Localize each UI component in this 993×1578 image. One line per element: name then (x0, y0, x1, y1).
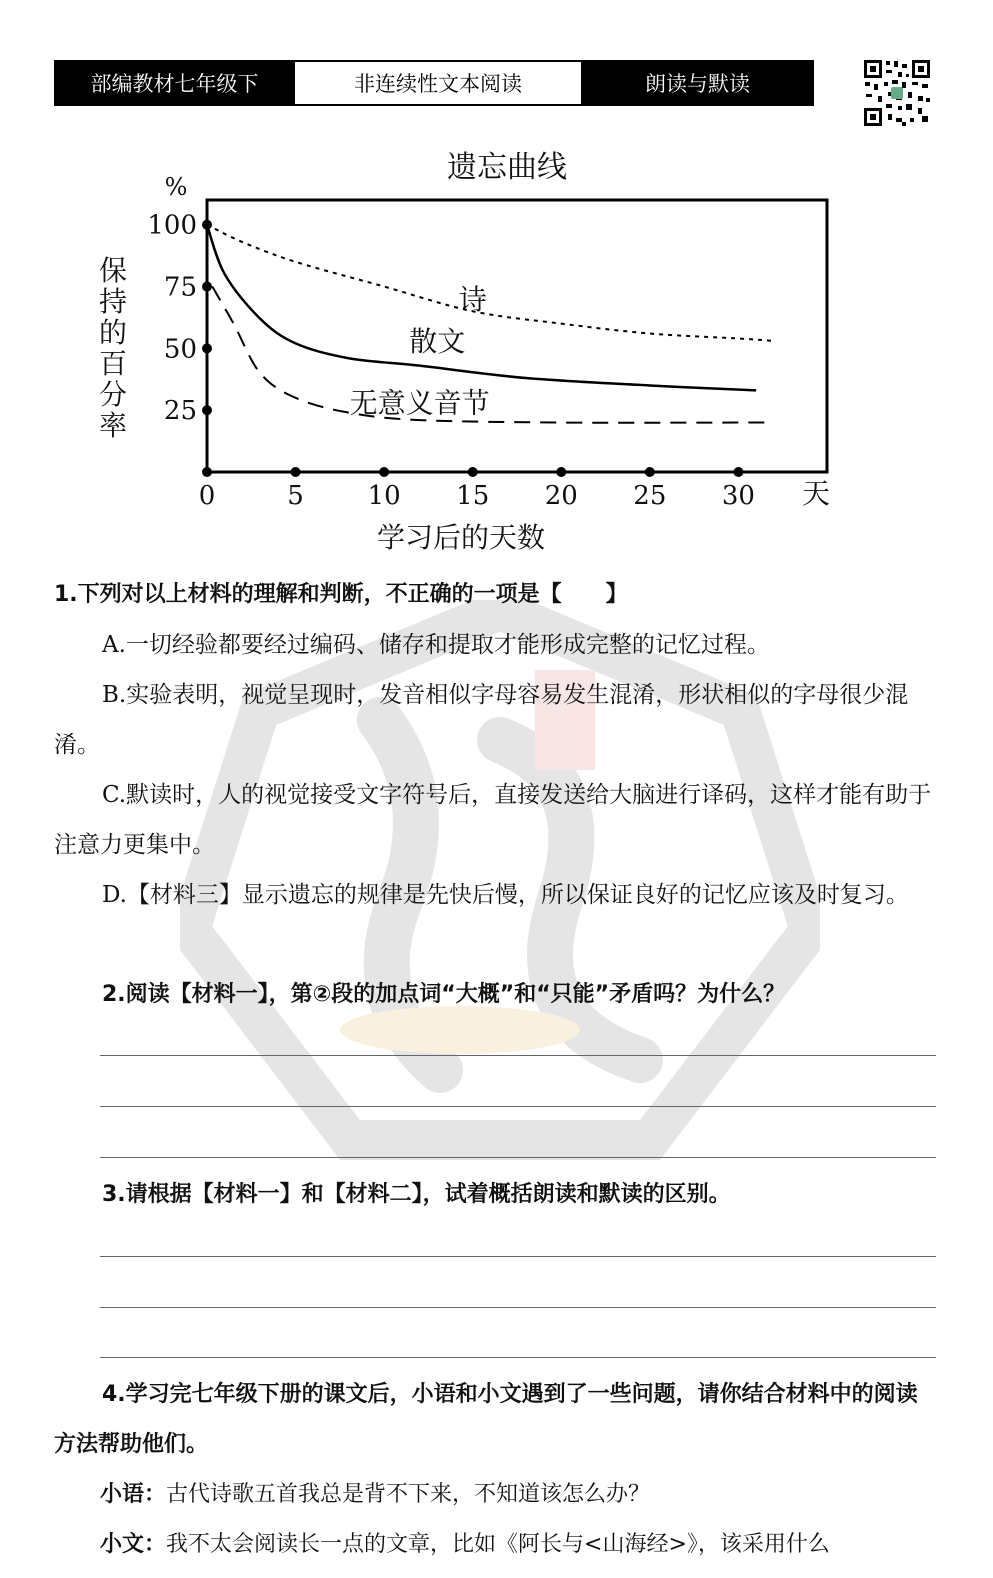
dialogue-xiaoyu (100, 1470, 936, 1520)
x-tick-label: 30 (721, 481, 755, 511)
y-tick-mark (202, 343, 212, 353)
answer-line[interactable] (100, 1307, 936, 1308)
chart-title: 遗忘曲线 (447, 150, 567, 185)
y-tick-label: 75 (163, 272, 197, 303)
answer-line[interactable] (100, 1106, 936, 1107)
dialogue-xiaowen (100, 1520, 936, 1570)
speaker-xiaoyu: 小语： (100, 1482, 167, 1507)
x-tick-label: 20 (544, 481, 578, 511)
y-tick-mark (202, 405, 212, 415)
question-1-option-d: D.【材料三】显示遗忘的规律是先快后慢，所以保证良好的记忆应该及时复习。 (102, 882, 909, 908)
question-4-stem: 4.学习完七年级下册的课文后，小语和小文遇到了一些问题，请你结合材料中的阅读方法帮助他们。 (54, 1382, 918, 1457)
series-label-0: 诗 (458, 282, 487, 316)
plot-frame (207, 200, 827, 472)
header-lesson: 朗读与默读 (583, 62, 812, 104)
question-1-stem: 1.下列对以上材料的理解和判断，不正确的一项是【 】 (54, 582, 628, 607)
dialogue-xiaowen-text: 我不太会阅读长一点的文章，比如《阿长与<山海经>》，该采用什么 (166, 1532, 830, 1557)
answer-line[interactable] (100, 1256, 936, 1257)
qr-code-icon (862, 58, 932, 128)
x-tick-mark (202, 467, 212, 477)
x-tick-label: 25 (633, 481, 667, 511)
y-axis-label: 保持的百分率 (98, 254, 128, 442)
y-tick-label: 50 (163, 334, 197, 365)
header-bar (54, 60, 814, 106)
x-tick-mark (556, 467, 566, 477)
x-tick-mark (733, 467, 743, 477)
series-label-2: 无意义音节 (349, 386, 490, 420)
question-3-stem: 3.请根据【材料一】和【材料二】，试着概括朗读和默读的区别。 (102, 1182, 731, 1207)
x-tick-mark (291, 467, 301, 477)
y-tick-label: 25 (163, 396, 197, 427)
answer-line[interactable] (100, 1357, 936, 1358)
y-tick-mark (202, 282, 212, 292)
speaker-xiaowen: 小文： (100, 1532, 167, 1557)
question-1-option-c: C.默读时，人的视觉接受文字符号后，直接发送给大脑进行译码，这样才能有助于注意力更集中。 (54, 782, 932, 858)
forgetting-curve-chart (80, 130, 860, 570)
series-line-0 (207, 225, 774, 341)
x-tick-mark (645, 467, 655, 477)
x-tick-label: 5 (287, 481, 304, 511)
question-1-option-b: B.实验表明，视觉呈现时，发音相似字母容易发生混淆，形状相似的字母很少混淆。 (54, 682, 909, 758)
x-tick-mark (468, 467, 478, 477)
dialogue-xiaoyu-text: 古代诗歌五首我总是背不下来，不知道该怎么办？ (166, 1482, 651, 1507)
y-unit-label: % (164, 173, 188, 201)
answer-line[interactable] (100, 1055, 936, 1056)
answer-line[interactable] (100, 1157, 936, 1158)
question-1-option-a: A.一切经验都要经过编码、储存和提取才能形成完整的记忆过程。 (102, 632, 770, 658)
series-line-2 (212, 287, 774, 423)
x-unit-label: 天 (801, 477, 831, 510)
x-tick-label: 0 (198, 481, 216, 511)
y-tick-label: 100 (147, 210, 197, 241)
header-textbook: 部编教材七年级下 (56, 62, 293, 104)
question-2-stem: 2.阅读【材料一】，第②段的加点词“大概”和“只能”矛盾吗？为什么？ (102, 982, 786, 1007)
x-tick-label: 15 (456, 481, 490, 511)
x-tick-mark (379, 467, 389, 477)
header-topic: 非连续性文本阅读 (293, 62, 583, 104)
x-tick-label: 10 (367, 481, 401, 511)
series-label-1: 散文 (409, 324, 466, 358)
x-axis-label: 学习后的天数 (376, 521, 546, 554)
